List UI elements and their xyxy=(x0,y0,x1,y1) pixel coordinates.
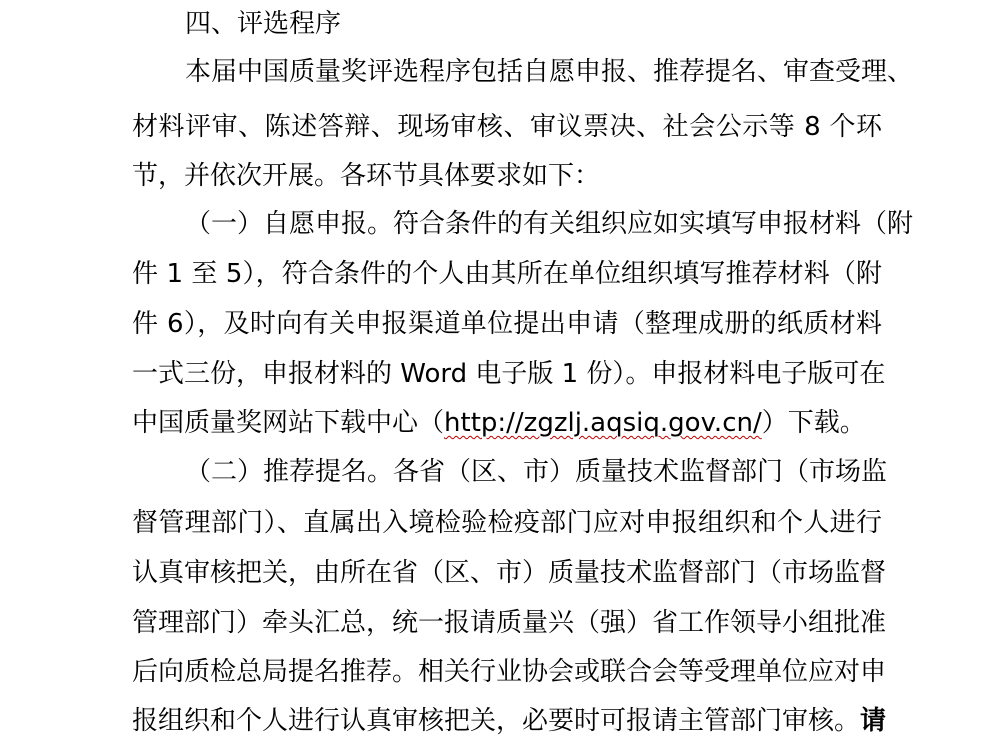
paragraph-3-line-6-text: 报组织和个人进行认真审核把关，必要时可报请主管部门审核。 xyxy=(132,706,861,736)
paragraph-3-line-5: 后向质检总局提名推荐。相关行业协会或联合会等受理单位应对申 xyxy=(132,657,887,687)
paragraph-2-line-1: （一）自愿申报。符合条件的有关组织应如实填写申报材料（附 xyxy=(185,209,914,239)
paragraph-3-line-4: 管理部门）牵头汇总，统一报请质量兴（强）省工作领导小组批准 xyxy=(132,608,887,638)
paragraph-2-line-5 xyxy=(132,407,882,439)
section-heading: 四、评选程序 xyxy=(185,9,342,39)
paragraph-2-line-4: 一式三份，申报材料的 Word 电子版 1 份）。申报材料电子版可在 xyxy=(132,359,886,389)
paragraph-3-line-1: （二）推荐提名。各省（区、市）质量技术监督部门（市场监 xyxy=(185,457,888,487)
paragraph-3-line-6 xyxy=(132,705,887,737)
paragraph-2-line-3: 件 6），及时向有关申报渠道单位提出申请（整理成册的纸质材料 xyxy=(132,309,882,339)
paragraph-1-line-2: 材料评审、陈述答辩、现场审核、审议票决、社会公示等 8 个环 xyxy=(132,112,882,142)
paragraph-2-line-2: 件 1 至 5），符合条件的个人由其所在单位组织填写推荐材料（附 xyxy=(132,259,882,289)
paragraph-3-line-3: 认真审核把关，由所在省（区、市）质量技术监督部门（市场监督 xyxy=(132,558,887,588)
bold-continuation-text: 请 xyxy=(860,706,887,736)
paragraph-1-line-3: 节，并依次开展。各环节具体要求如下： xyxy=(132,161,601,191)
paragraph-1-line-1: 本届中国质量奖评选程序包括自愿申报、推荐提名、审查受理、 xyxy=(185,57,914,87)
url-prefix-text: 中国质量奖网站下载中心（ xyxy=(132,408,445,438)
website-url: http://zgzlj.aqsiq.gov.cn/ xyxy=(444,408,762,438)
url-suffix-text: ）下载。 xyxy=(761,408,866,438)
paragraph-3-line-2: 督管理部门）、直属出入境检验检疫部门应对申报组织和个人进行 xyxy=(132,508,882,538)
